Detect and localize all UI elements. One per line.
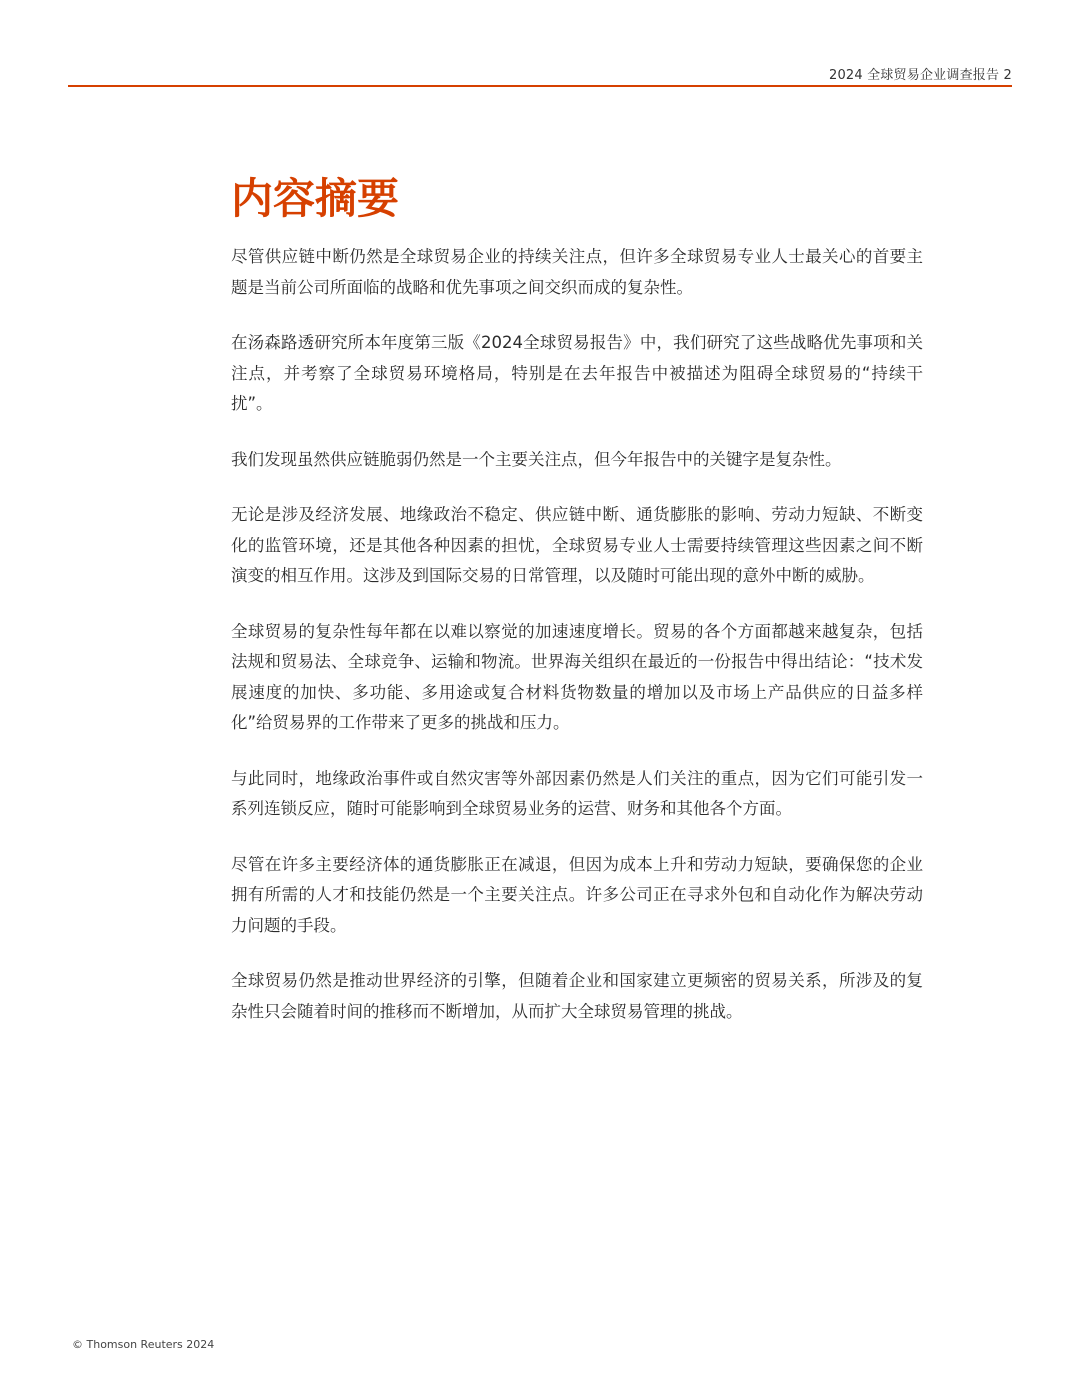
paragraph: 全球贸易的复杂性每年都在以难以察觉的加速速度增长。贸易的各个方面都越来越复杂，包括法规和贸易法、全球竞争、运输和物流。世界海关组织在最近的一份报告中得出结论：“技术发展速度的加快、多功能、多用途或复合材料货物数量的增加以及市场上产品供应的日益多样化”给贸易界的工作带来了更多的挑战和压力。 bbox=[231, 621, 923, 732]
paragraph: 无论是涉及经济发展、地缘政治不稳定、供应链中断、通货膨胀的影响、劳动力短缺、不断变化的监管环境，还是其他各种因素的担忧，全球贸易专业人士需要持续管理这些因素之间不断演变的相互作用。这涉及到国际交易的日常管理，以及随时可能出现的意外中断的威胁。 bbox=[231, 505, 923, 585]
paragraph: 与此同时，地缘政治事件或自然灾害等外部因素仍然是人们关注的重点，因为它们可能引发一系列连锁反应，随时可能影响到全球贸易业务的运营、财务和其他各个方面。 bbox=[231, 768, 923, 818]
page-title: 内容摘要 bbox=[231, 174, 400, 223]
paragraph: 在汤森路透研究所本年度第三版《2024全球贸易报告》中，我们研究了这些战略优先事项和关注点，并考察了全球贸易环境格局，特别是在去年报告中被描述为阻碍全球贸易的“持续干扰”。 bbox=[231, 333, 923, 413]
running-header: 2024 全球贸易企业调查报告 2 bbox=[828, 68, 1012, 83]
paragraph: 我们发现虽然供应链脆弱仍然是一个主要关注点，但今年报告中的关键字是复杂性。 bbox=[231, 449, 842, 469]
paragraph: 全球贸易仍然是推动世界经济的引擎，但随着企业和国家建立更频密的贸易关系，所涉及的复杂性只会随着时间的推移而不断增加，从而扩大全球贸易管理的挑战。 bbox=[231, 971, 923, 1021]
header-divider bbox=[68, 85, 1012, 87]
paragraph: 尽管在许多主要经济体的通货膨胀正在减退，但因为成本上升和劳动力短缺，要确保您的企业拥有所需的人才和技能仍然是一个主要关注点。许多公司正在寻求外包和自动化作为解决劳动力问题的手段。 bbox=[231, 854, 923, 935]
paragraph: 尽管供应链中断仍然是全球贸易企业的持续关注点，但许多全球贸易专业人士最关心的首要主题是当前公司所面临的战略和优先事项之间交织而成的复杂性。 bbox=[231, 247, 923, 297]
summary-body bbox=[231, 242, 923, 1052]
copyright-footer: © Thomson Reuters 2024 bbox=[72, 1338, 215, 1351]
